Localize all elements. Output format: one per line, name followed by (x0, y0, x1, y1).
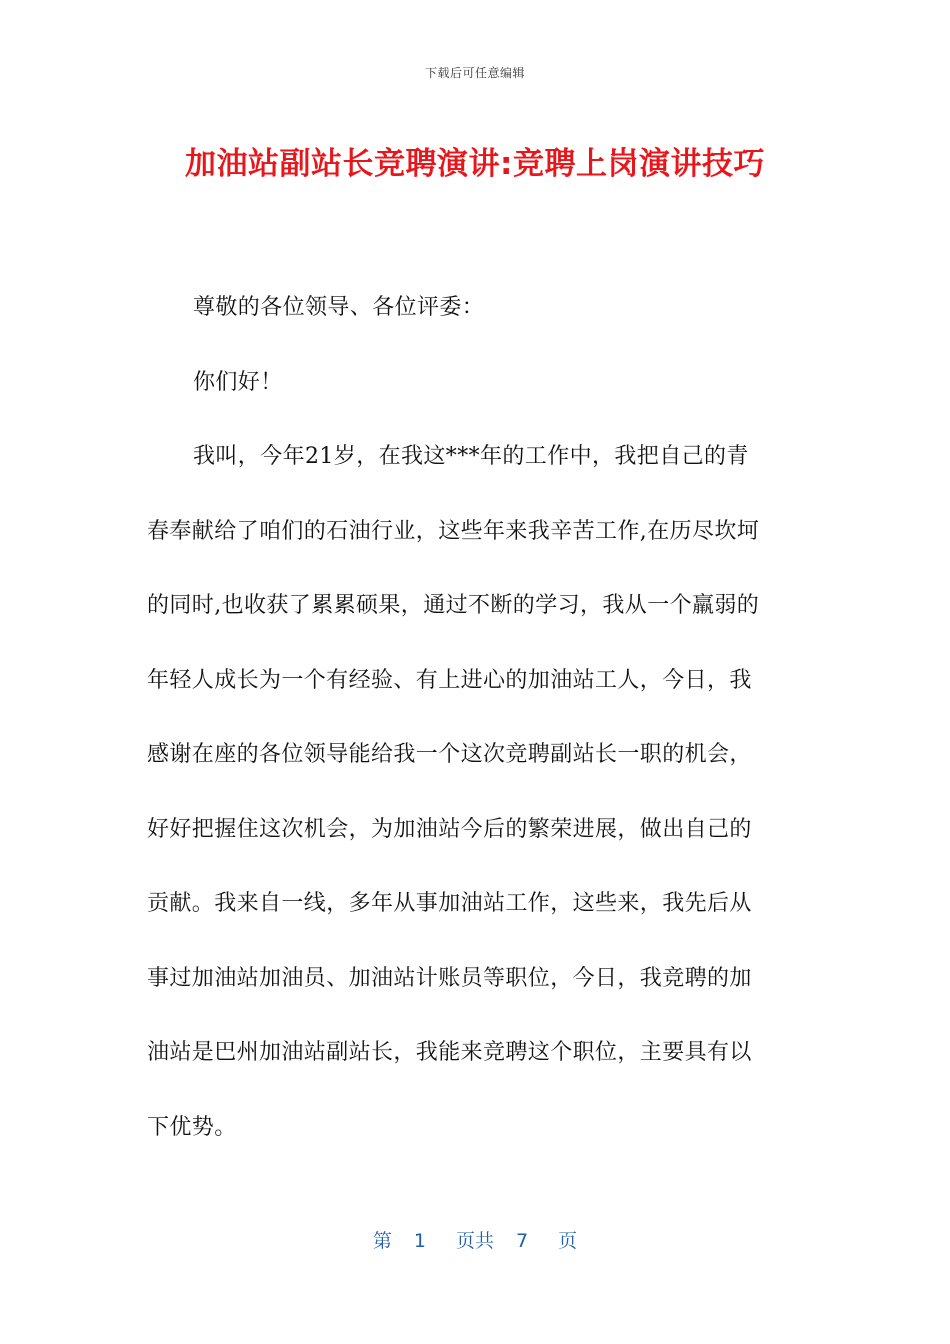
paragraph-line: 感谢在座的各位领导能给我一个这次竞聘副站长一职的机会， (147, 742, 752, 767)
paragraph-line: 事过加油站加油员、加油站计账员等职位，今日，我竞聘的加 (147, 965, 752, 991)
main-paragraph (147, 420, 807, 1165)
paragraph-line: 好好把握住这次机会，为加油站今后的繁荣进展，做出自己的 (147, 816, 752, 842)
paragraph-line: 贡献。我来自一线，多年从事加油站工作，这些来，我先后从 (147, 891, 752, 916)
paragraph-line: 春奉献给了咱们的石油行业，这些年来我辛苦工作,在历尽坎坷 (147, 518, 760, 544)
paragraph-line: 年轻人成长为一个有经验、有上进心的加油站工人，今日，我 (147, 667, 752, 693)
greeting-line: 尊敬的各位领导、各位评委： (193, 295, 485, 320)
paragraph-line: 油站是巴州加油站副站长，我能来竞聘这个职位，主要具有以 (147, 1040, 752, 1065)
paragraph-line: 的同时,也收获了累累硕果，通过不断的学习，我从一个羸弱的 (147, 593, 760, 618)
hello-line: 你们好！ (193, 369, 283, 395)
document-title: 加油站副站长竞聘演讲:竞聘上岗演讲技巧 (185, 146, 765, 182)
page-label-middle: 页共 (455, 1230, 494, 1252)
total-pages-number: 7 (516, 1230, 529, 1252)
document-body (147, 271, 807, 1165)
page-label-suffix: 页 (558, 1230, 578, 1252)
paragraph-line: 下优势。 (147, 1114, 237, 1140)
page-label-prefix: 第 (372, 1230, 392, 1252)
header-note: 下载后可任意编辑 (424, 66, 525, 80)
paragraph-line: 我叫，今年21岁，在我这***年的工作中，我把自己的青 (193, 444, 749, 469)
current-page-number: 1 (413, 1230, 426, 1252)
page-footer (0, 1226, 950, 1253)
